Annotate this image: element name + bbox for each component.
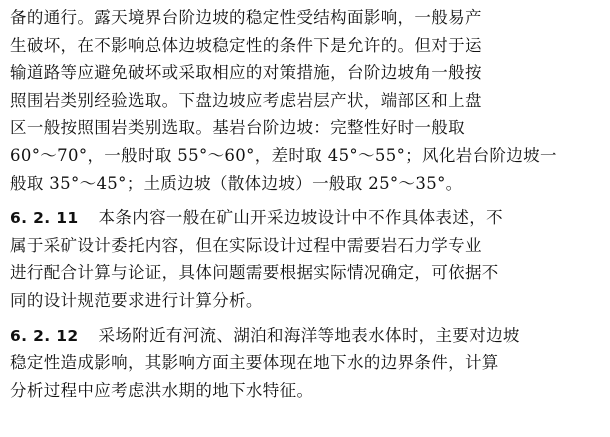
paragraph-continuation: [10, 4, 602, 197]
section-text: 采场附近有河流、湖泊和海洋等地表水体时，主要对边坡: [98, 325, 520, 345]
section-number: 6. 2. 11: [10, 209, 79, 228]
text-line: 同的设计规范要求进行计算分析。: [10, 290, 263, 310]
text-line: [10, 204, 602, 232]
section-number: 6. 2. 12: [10, 326, 79, 345]
document-page: [10, 4, 602, 404]
section-text: 本条内容一般在矿山开采边坡设计中不作具体表述，不: [98, 208, 503, 228]
text-line: [10, 322, 602, 350]
text-line: 区一般按照围岩类别选取。基岩台阶边坡：完整性好时一般取: [10, 118, 465, 138]
paragraph-6-2-11: [10, 204, 602, 314]
text-line: 输道路等应避免破坏或采取相应的对策措施，台阶边坡角一般按: [10, 63, 482, 83]
text-line: 照围岩类别经验选取。下盘边坡应考虑岩层产状，端部区和上盘: [10, 90, 482, 110]
text-line: 属于采矿设计委托内容，但在实际设计过程中需要岩石力学专业: [10, 235, 482, 255]
text-line: 备的通行。露天境界台阶边坡的稳定性受结构面影响，一般易产: [10, 8, 482, 27]
text-line: 进行配合计算与论证，具体问题需要根据实际情况确定，可依据不: [10, 263, 499, 283]
text-line: 般取 35°～45°；土质边坡（散体边坡）一般取 25°～35°。: [10, 173, 463, 193]
paragraph-6-2-12: [10, 322, 602, 405]
text-line: 生破坏，在不影响总体边坡稳定性的条件下是允许的。但对于运: [10, 35, 482, 55]
text-line: 分析过程中应考虑洪水期的地下水特征。: [10, 380, 314, 400]
text-line: 稳定性造成影响，其影响方面主要体现在地下水的边界条件，计算: [10, 353, 499, 373]
text-line: 60°～70°，一般时取 55°～60°，差时取 45°～55°；风化岩台阶边坡一: [10, 145, 557, 165]
